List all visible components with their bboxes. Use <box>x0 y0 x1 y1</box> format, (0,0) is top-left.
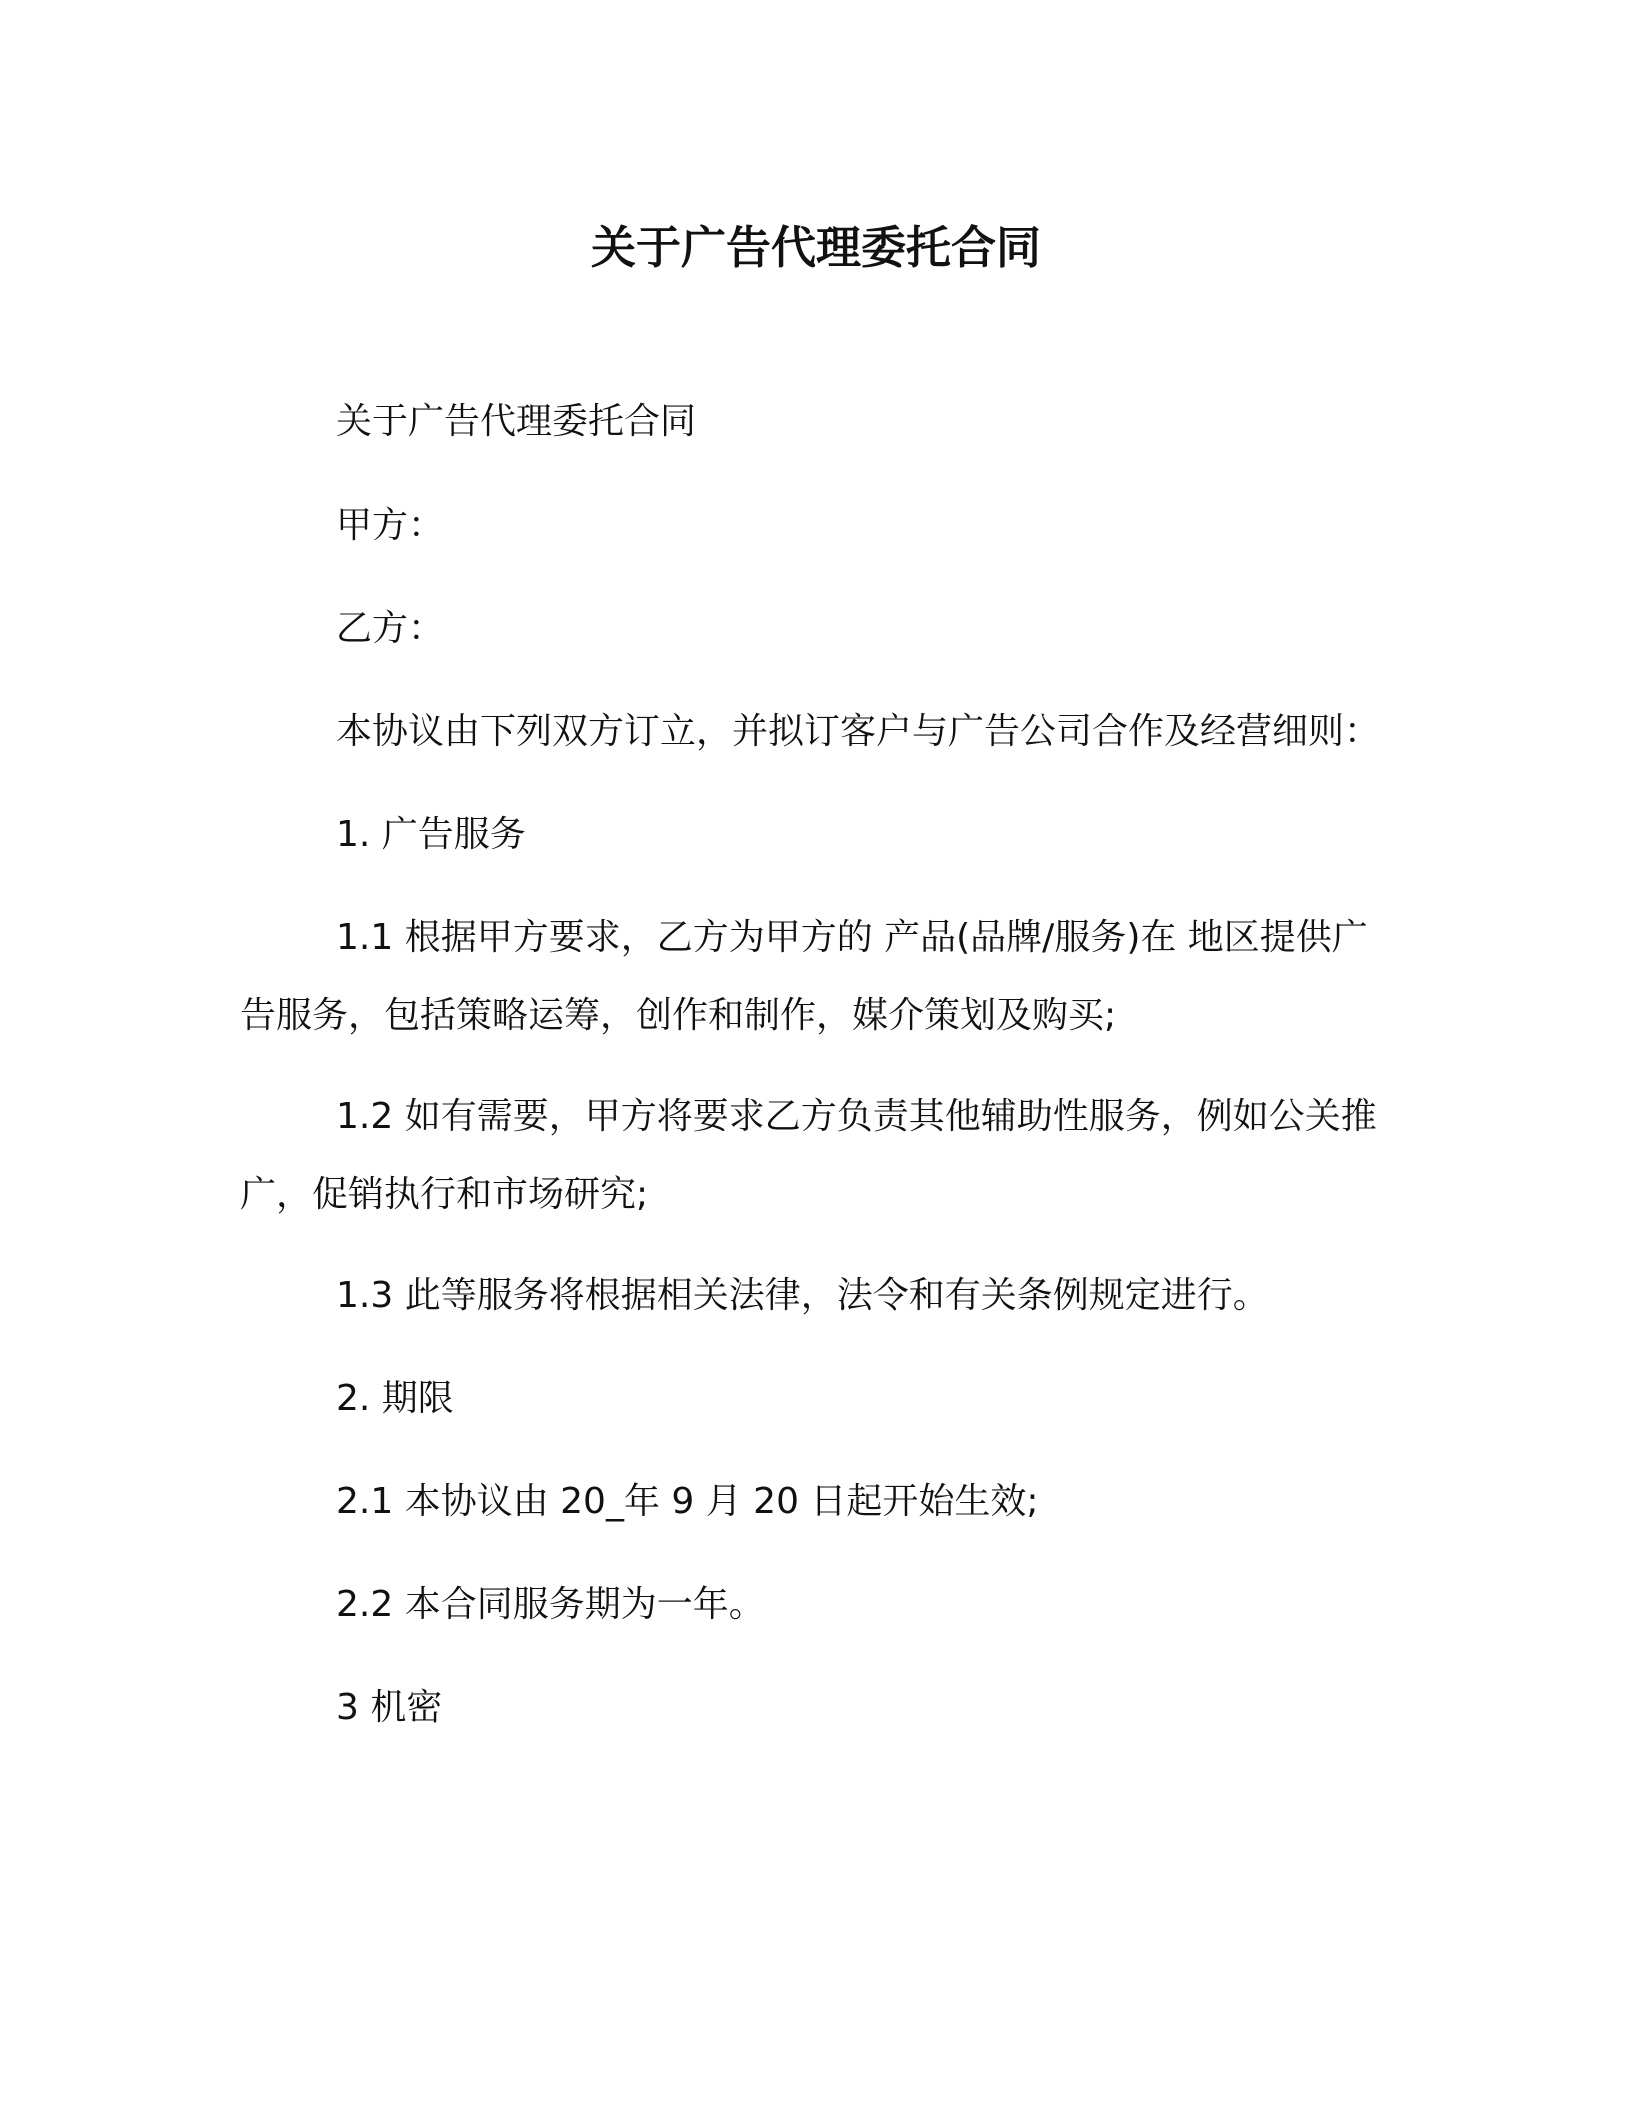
clause-1-1: 1.1 根据甲方要求，乙方为甲方的 产品(品牌/服务)在 地区提供广告服务，包括策略运筹，创作和制作，媒介策划及购买; <box>240 917 1368 1036</box>
section-1-heading: 1. 广告服务 <box>336 814 526 855</box>
section-2-heading: 2. 期限 <box>336 1378 454 1419</box>
clause-1-2: 1.2 如有需要，甲方将要求乙方负责其他辅助性服务，例如公关推广，促销执行和市场研究; <box>240 1096 1377 1215</box>
document-title: 关于广告代理委托合同 <box>590 221 1041 274</box>
contract-subtitle: 关于广告代理委托合同 <box>336 401 697 442</box>
clause-2-1: 2.1 本协议由 20_年 9 月 20 日起开始生效; <box>336 1481 1039 1522</box>
clause-2-2: 2.2 本合同服务期为一年。 <box>336 1584 765 1625</box>
intro-paragraph: 本协议由下列双方订立，并拟订客户与广告公司合作及经营细则： <box>336 711 1381 752</box>
section-3-heading: 3 机密 <box>336 1687 443 1728</box>
party-a-label: 甲方： <box>336 505 445 546</box>
party-b-label: 乙方： <box>336 608 445 649</box>
clause-1-3: 1.3 此等服务将根据相关法律，法令和有关条例规定进行。 <box>336 1275 1269 1316</box>
